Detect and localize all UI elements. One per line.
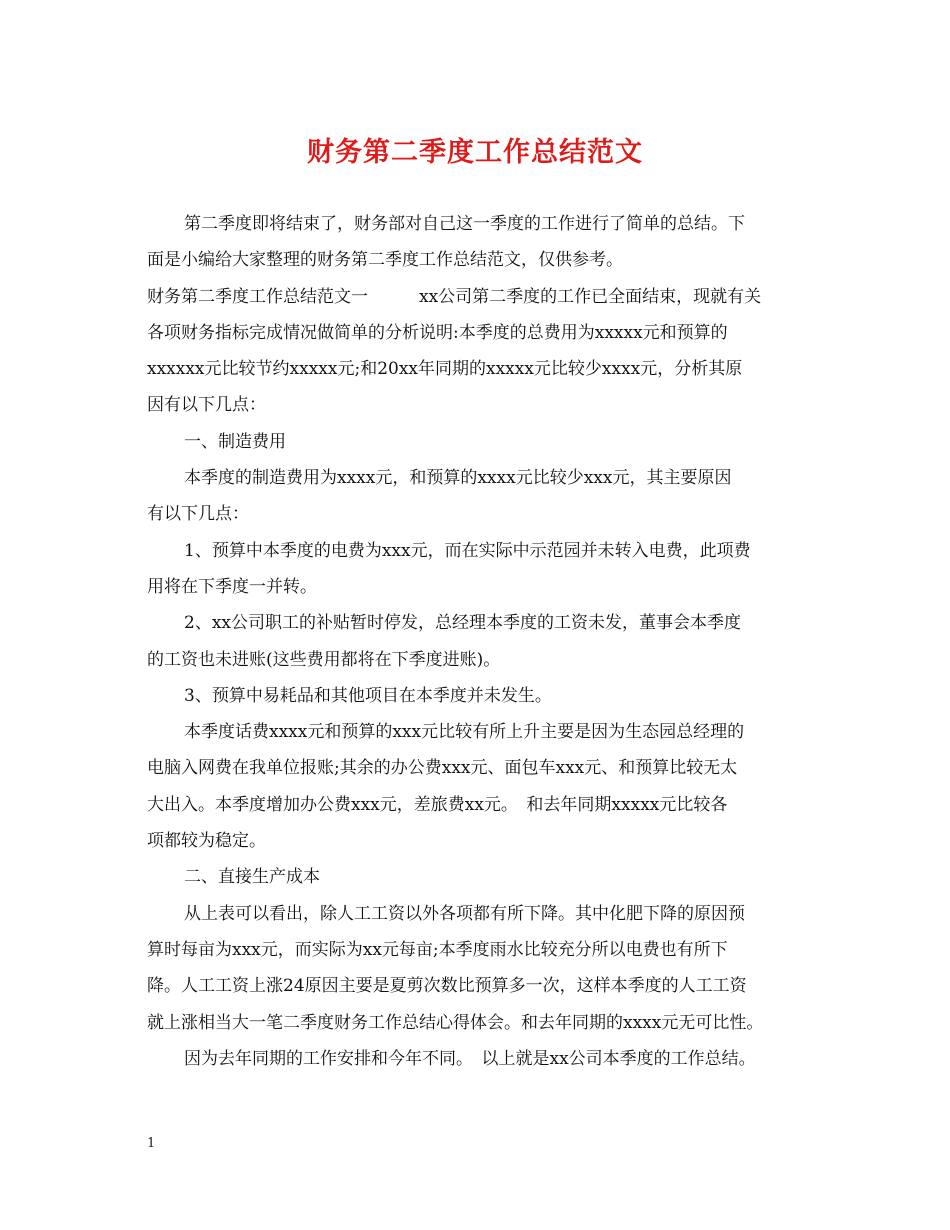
text-line: 第二季度即将结束了，财务部对自己这一季度的工作进行了简单的总结。下	[184, 214, 745, 234]
text-line: 面是小编给大家整理的财务第二季度工作总结范文，仅供参考。	[147, 250, 623, 271]
text-line: 的工资也未进账(这些费用都将在下季度进账)。	[147, 649, 501, 670]
text-line: 电脑入网费在我单位报账;其余的办公费xxx元、面包车xxx元、和预算比较无太	[147, 758, 738, 779]
document-body	[147, 206, 817, 1077]
text-line: 本季度话费xxxx元和预算的xxx元比较有所上升主要是因为生态园总经理的	[184, 722, 745, 743]
text-line: 用将在下季度一并转。	[147, 576, 317, 597]
text-line: 各项财务指标完成情况做简单的分析说明:本季度的总费用为xxxxx元和预算的	[147, 322, 728, 343]
text-line: 二、直接生产成本	[184, 867, 320, 888]
text-line: 2、xx公司职工的补贴暂时停发，总经理本季度的工资未发，董事会本季度	[184, 613, 741, 634]
text-line: 从上表可以看出，除人工工资以外各项都有所下降。其中化肥下降的原因预	[184, 903, 745, 924]
text-line: xxxxxx元比较节约xxxxx元;和20xx年同期的xxxxx元比较少xxxx元，分析其原	[147, 359, 743, 380]
text-line: 因有以下几点：	[147, 395, 266, 416]
text-line: 财务第二季度工作总结范文一 xx公司第二季度的工作已全面结束，现就有关	[147, 286, 762, 307]
text-line: 项都较为稳定。	[147, 831, 266, 852]
text-line: 算时每亩为xxx元，而实际为xx元每亩;本季度雨水比较充分所以电费也有所下	[147, 939, 728, 960]
text-line: 大出入。本季度增加办公费xxx元，差旅费xx元。 和去年同期xxxxx元比较各	[147, 794, 728, 815]
page-number: 1	[147, 1136, 156, 1151]
text-line: 因为去年同期的工作安排和今年不同。 以上就是xx公司本季度的工作总结。	[184, 1048, 756, 1069]
text-line: 有以下几点：	[147, 504, 249, 525]
text-line: 一、制造费用	[184, 431, 286, 452]
text-line: 本季度的制造费用为xxxx元，和预算的xxxx元比较少xxx元，其主要原因	[184, 468, 732, 489]
document-title: 财务第二季度工作总结范文	[307, 137, 643, 168]
text-line: 就上涨相当大一笔二季度财务工作总结心得体会。和去年同期的xxxx元无可比性。	[147, 1012, 764, 1033]
text-line: 3、预算中易耗品和其他项目在本季度并未发生。	[184, 685, 552, 706]
text-line: 1、预算中本季度的电费为xxx元，而在实际中示范园并未转入电费，此项费	[184, 540, 751, 561]
text-line: 降。人工工资上涨24原因主要是夏剪次数比预算多一次，这样本季度的人工工资	[147, 976, 747, 997]
